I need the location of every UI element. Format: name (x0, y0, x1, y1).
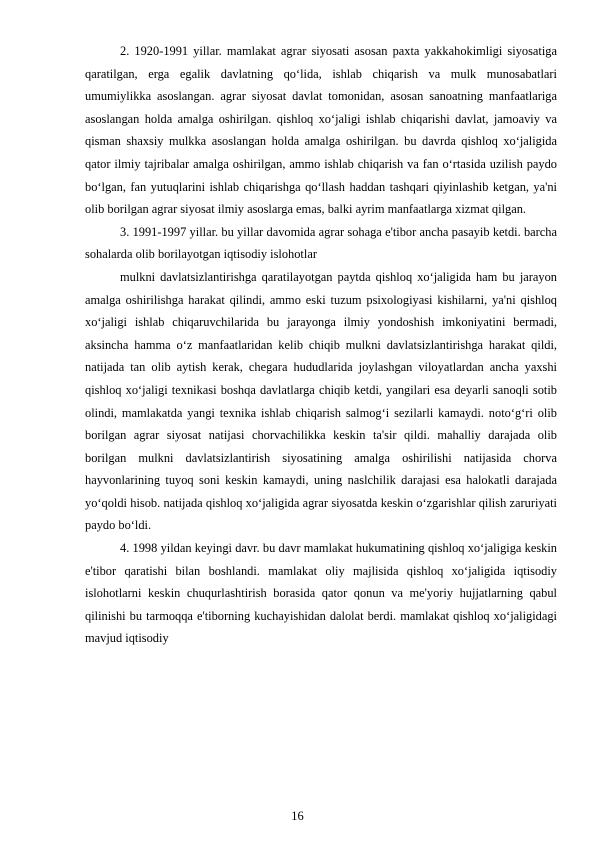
body-text (85, 40, 557, 650)
paragraph-1998: 4. 1998 yildan keyingi davr. bu davr mamlakat hukumatining qishloq xo‘jaligiga keskin e'tibor qaratishi bilan boshlandi. mamlakat oliy majlisida qishloq xo‘jaligida iqtisodiy islohotlarni keskin chuqurlashtirish borasida qator qonun va me'yoriy hujjatlarning qabul qilinishi bu tarmoqqa e'tiborning kuchayishidan dalolat berdi. mamlakat qishloq xo‘jaligidagi mavjud iqtisodiy (85, 541, 557, 646)
paragraph-mulkni-davlatsizlantirish: mulkni davlatsizlantirishga qaratilayotgan paytda qishloq xo‘jaligida ham bu jarayon amalga oshirilishga harakat qilindi, ammo eski tuzum psixologiyasi kishilarni, ya'ni qishloq xo‘jaligi ishlab chiqaruvchilarida bu jarayonga ilmiy yondoshish imkoniyatini bermadi, aksincha hamma o‘z manfaatlaridan kelib chiqib mulkni davlatsizlantirishga harakat qildi, natijada tan olib aytish kerak, chegara hududlarida joylashgan viloyatlardan ancha yaxshi qishloq xo‘jaligi texnikasi boshqa davlatlarga chiqib ketdi, yangilari esa deyarli sanoqli sotib olindi, mamlakatda yangi texnika ishlab chiqarish salmog‘i sezilarli kamaydi. noto‘g‘ri olib borilgan agrar siyosat natijasi chorvachilikka keskin ta'sir qildi. mahalliy darajada olib borilgan mulkni davlatsizlantirish siyosatining amalga oshirilishi natijasida chorva hayvonlarining tuyoq soni keskin kamaydi, uning naslchilik darajasi esa halokatli darajada yo‘qoldi hisob. natijada qishloq xo‘jaligida agrar siyosatda keskin o‘zgarishlar qilish zaruriyati paydo bo‘ldi. (85, 269, 557, 533)
paragraph-1991-1997: 3. 1991-1997 yillar. bu yillar davomida agrar sohaga e'tibor ancha pasayib ketdi. barcha sohalarda olib borilayotgan iqtisodiy islohotlar (85, 224, 557, 262)
page-number: 16 (291, 809, 304, 823)
paragraph-1920-1991: 2. 1920-1991 yillar. mamlakat agrar siyosati asosan paxta yakkahokimligi siyosatiga qaratilgan, erga egalik davlatning qo‘lida, ishlab chiqarish va mulk munosabatlari umumiylikka asoslangan. agrar siyosat davlat tomonidan, asosan sanoatning manfaatlariga asoslangan holda amalga oshirilgan. qishloq xo‘jaligi ishlab chiqarishi davlat, jamoaviy va qisman shaxsiy mulkka asoslangan holda amalga oshirilgan. bu davrda qishloq xo‘jaligida qator ilmiy tajribalar amalga oshirilgan, ammo ishlab chiqarish va fan o‘rtasida uzilish paydo bo‘lgan, fan yutuqlarini ishlab chiqarishga qo‘llash haddan tashqari qiyinlashib ketgan, ya'ni olib borilgan agrar siyosat ilmiy asoslarga emas, balki ayrim manfaatlarga xizmat qilgan. (85, 44, 557, 217)
